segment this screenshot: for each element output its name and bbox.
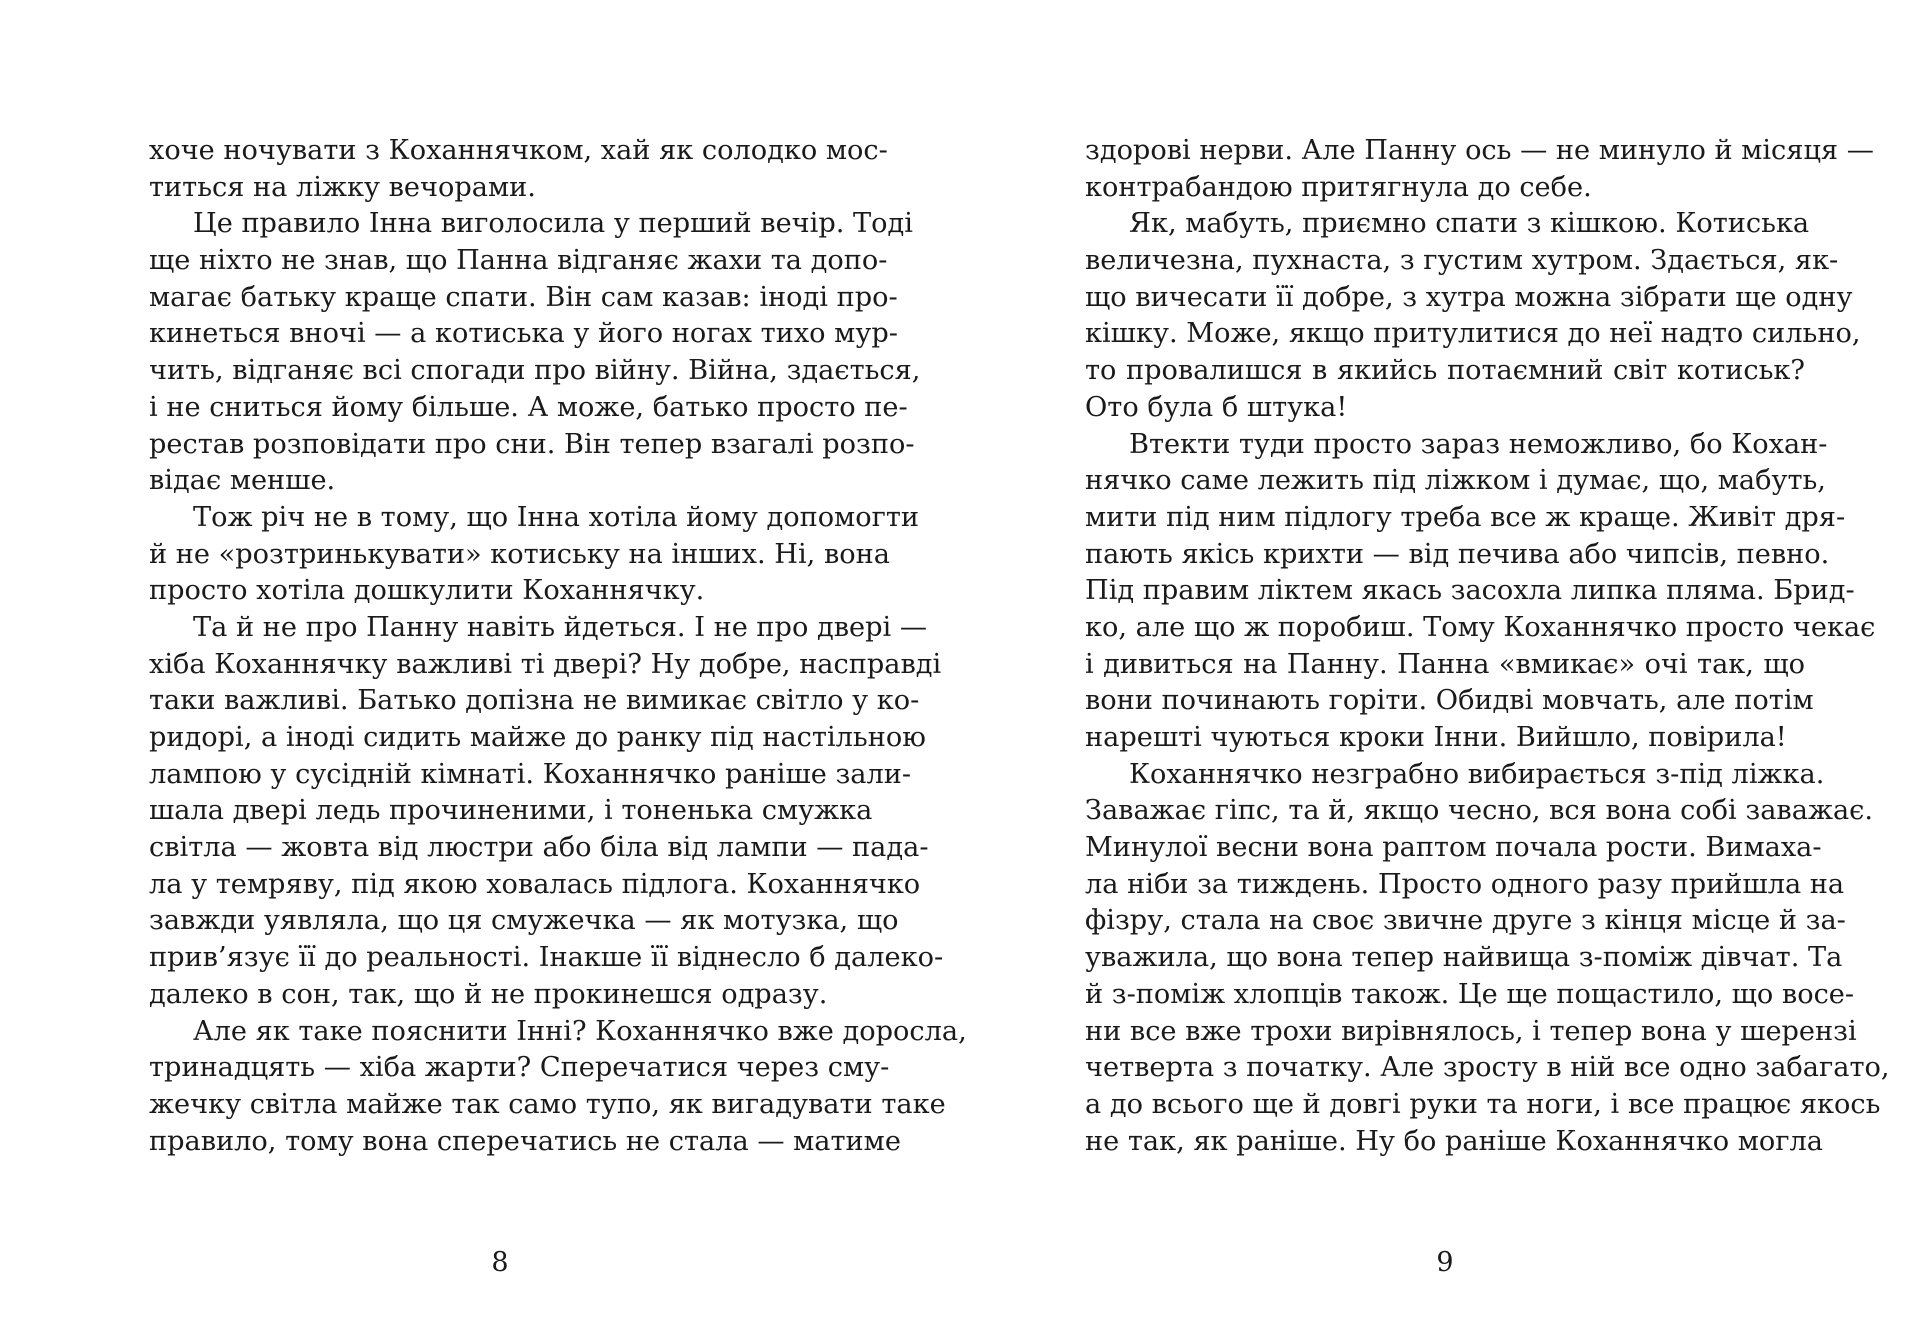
text-line: Під правим ліктем якась засохла липка пляма. Брид- [1085,575,1855,607]
left-page-text [149,133,967,1160]
right-page-text [1085,133,1890,1160]
text-line: Тож річ не в тому, що Інна хотіла йому допомогти [193,501,919,533]
text-line: здорові нерви. Але Панну ось — не минуло й місяця — [1085,135,1874,166]
text-line: не так, як раніше. Ну бо раніше Коханнячко могла [1085,1125,1823,1157]
text-line: ко, але що ж поробиш. Тому Коханнячко просто чекає [1085,611,1876,643]
text-line: чить, відганяє всі спогади про війну. Війна, здається, [149,355,921,387]
text-line: що вичесати її добре, з хутра можна зібрати ще одну [1085,281,1853,313]
text-line: просто хотіла дошкулити Коханнячку. [149,575,705,607]
text-line: далеко в сон, так, що й не прокинешся одразу. [149,978,828,1010]
text-line: тринадцять — хіба жарти? Сперечатися через сму- [149,1052,890,1084]
text-line: прив’язує її до реальності. Інакше її віднесло б далеко- [149,942,944,974]
text-line: Як, мабуть, приємно спати з кішкою. Котиська [1129,208,1810,240]
text-line: мити під ним підлогу треба все ж краще. Живіт дря- [1085,501,1846,533]
text-line: ридорі, а іноді сидить майже до ранку під настільною [149,722,926,753]
text-line: контрабандою притягнула до себе. [1085,171,1592,203]
left-page-number: 8 [491,1247,509,1278]
text-line: Та й не про Панну навіть йдеться. І не про двері — [193,611,928,643]
text-line: хоче ночувати з Коханнячком, хай як солодко мос- [149,135,888,166]
text-line: світла — жовта від люстри або біла від лампи — пада- [149,832,929,864]
text-line: Це правило Інна виголосила у перший вечір. Тоді [193,208,913,240]
text-line: і не сниться йому більше. А може, батько просто пе- [149,391,908,423]
text-line: уважила, що вона тепер найвища з-поміж дівчат. Та [1085,942,1843,974]
text-line: титься на ліжку вечорами. [149,171,536,203]
text-line: Коханнячко незграбно вибирається з-під ліжка. [1129,758,1825,790]
text-line: відає менше. [149,465,336,497]
text-line: четверта з початку. Але зросту в ній все одно забагато, [1085,1052,1890,1084]
text-line: лампою у сусідній кімнаті. Коханнячко раніше зали- [149,758,912,790]
text-line: пають якісь крихти — від печива або чипсів, певно. [1085,538,1830,570]
right-page [960,0,1920,1324]
text-line: ла у темряву, під якою ховалась підлога. Коханнячко [149,868,921,900]
text-line: шала двері ледь прочиненими, і тоненька смужка [149,795,873,827]
text-line: Минулої весни вона раптом почала рости. Вимаха- [1085,832,1822,864]
text-line: ни все вже трохи вирівнялось, і тепер вона у шерензі [1085,1015,1857,1047]
text-line: нячко саме лежить під ліжком і думає, що, мабуть, [1085,465,1826,497]
text-line: завжди уявляла, що ця смужечка — як мотузка, що [149,905,899,937]
text-line: Втекти туди просто зараз неможливо, бо Кохан- [1129,428,1828,460]
text-line: Заважає гіпс, та й, якщо чесно, вся вона собі заважає. [1085,795,1874,827]
text-line: й з-поміж хлопців також. Це ще пощастило, що восе- [1085,978,1855,1010]
text-line: Але як таке пояснити Інні? Коханнячко вже доросла, [193,1015,967,1047]
text-line: нарешті чуються кроки Інни. Вийшло, повірила! [1085,722,1787,753]
text-line: й не «розтринькувати» котиську на інших. Ні, вона [149,538,890,570]
text-line: кинеться вночі — а котиська у його ногах тихо мур- [149,318,898,350]
text-line: і дивиться на Панну. Панна «вмикає» очі так, що [1085,648,1805,680]
text-line: ще ніхто не знав, що Панна відганяє жахи та допо- [149,245,888,277]
text-line: правило, тому вона сперечатись не стала — матиме [149,1125,901,1157]
text-line: фізру, стала на своє звичне друге з кінця місце й за- [1085,905,1846,937]
text-line: Ото була б штука! [1085,391,1348,423]
text-line: а до всього ще й довгі руки та ноги, і все працює якось [1085,1088,1881,1120]
text-line: величезна, пухнаста, з густим хутром. Здається, як- [1085,245,1839,277]
text-line: магає батьку краще спати. Він сам казав: іноді про- [149,281,898,313]
text-line: таки важливі. Батько допізна не вимикає світло у ко- [149,685,920,717]
text-line: рестав розповідати про сни. Він тепер взагалі розпо- [149,428,915,460]
text-line: жечку світла майже так само тупо, як вигадувати таке [149,1088,946,1120]
text-line: кішку. Може, якщо притулитися до неї надто сильно, [1085,318,1861,350]
text-line: хіба Коханнячку важливі ті двері? Ну добре, насправді [149,648,942,680]
text-line: то провалишся в якийсь потаємний світ котиськ? [1085,355,1805,387]
right-page-number: 9 [1436,1247,1454,1278]
text-line: ла ніби за тиждень. Просто одного разу прийшла на [1085,868,1845,900]
text-line: вони починають горіти. Обидві мовчать, але потім [1085,685,1814,717]
